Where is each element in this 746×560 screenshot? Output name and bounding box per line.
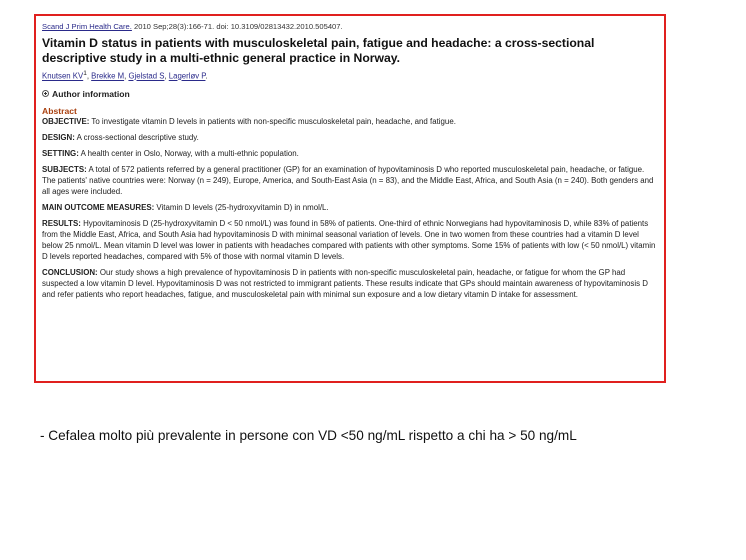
author-information-label: Author information bbox=[52, 88, 130, 99]
abstract-screenshot-frame bbox=[34, 14, 666, 383]
journal-link[interactable]: Scand J Prim Health Care. bbox=[42, 22, 132, 31]
author-link[interactable]: Brekke M bbox=[91, 71, 125, 81]
abstract-section-subjects bbox=[42, 164, 658, 197]
article-title: Vitamin D status in patients with musculoskeletal pain, fatigue and headache: a cross-sectional descriptive study in a multi-ethnic general practice in Norway. bbox=[42, 36, 595, 65]
author-link[interactable]: Lagerløv P bbox=[168, 71, 206, 81]
abstract-heading: Abstract bbox=[42, 105, 77, 116]
citation-details: 2010 Sep;28(3):166-71. doi: 10.3109/02813432.2010.505407. bbox=[131, 22, 343, 31]
section-text: Vitamin D levels (25-hydroxyvitamin D) in nmol/L. bbox=[154, 202, 329, 212]
plus-circle-icon[interactable] bbox=[42, 90, 49, 97]
section-text: A total of 572 patients referred by a general practitioner (GP) for an examination of hypovitaminosis D who reported musculoskeletal pain, headache, or fatigue. The patients' native countries were: Norway (n = 249), Europe, America, and South-East Asia (n = 83), and the Middle East, Africa, and South Asia (n = 240). Both genders and all ages were included. bbox=[42, 164, 654, 196]
section-text: Our study shows a high prevalence of hypovitaminosis D in patients with non-specific musculoskeletal pain, headache, or fatigue for whom the GP had suspected a low vitamin D level. Hypovitaminosis D was not restricted to immigrant patients. These results indicate that GPs should maintain awareness of hypovitaminosis D and refer patients who report headaches, fatigue, and musculoskeletal pain with minimal sun exposure and a low dietary vitamin D intake for assessment. bbox=[42, 267, 648, 299]
abstract-section-results bbox=[42, 218, 658, 262]
abstract-section-main-outcome bbox=[42, 202, 658, 213]
author-link[interactable]: Knutsen KV bbox=[42, 71, 84, 81]
abstract-section-design bbox=[42, 132, 658, 143]
author-affiliation-sup: 1 bbox=[83, 70, 87, 77]
section-label: CONCLUSION: bbox=[42, 267, 98, 277]
citation-line bbox=[42, 22, 658, 32]
author-separator: , bbox=[164, 71, 169, 81]
author-information-toggle[interactable] bbox=[42, 89, 658, 99]
author-separator: , bbox=[86, 71, 92, 81]
author-separator: , bbox=[124, 71, 129, 81]
abstract-section-objective bbox=[42, 116, 658, 127]
section-text: A health center in Oslo, Norway, with a multi-ethnic population. bbox=[78, 148, 299, 158]
section-label: SUBJECTS: bbox=[42, 164, 87, 174]
section-label: RESULTS: bbox=[42, 218, 81, 228]
section-label: SETTING: bbox=[42, 148, 79, 158]
section-text: A cross-sectional descriptive study. bbox=[74, 132, 199, 142]
author-list-end: . bbox=[205, 71, 208, 81]
slide-note: - Cefalea molto più prevalente in persone con VD <50 ng/mL rispetto a chi ha > 50 ng/mL bbox=[40, 428, 577, 443]
author-link[interactable]: Gjelstad S bbox=[128, 71, 165, 81]
abstract-section-setting bbox=[42, 148, 658, 159]
section-label: OBJECTIVE: bbox=[42, 116, 90, 126]
author-list bbox=[42, 69, 658, 82]
section-label: DESIGN: bbox=[42, 132, 75, 142]
abstract-section-conclusion bbox=[42, 267, 658, 300]
section-text: Hypovitaminosis D (25-hydroxyvitamin D < 50 nmol/L) was found in 58% of patients. One-third of ethnic Norwegians had hypovitaminosis D, while 83% of patients from the Middle East, Africa, and South Asia had hypovitaminosis D with minimal seasonal variation of levels. One in two women from these countries had a vitamin D level below 25 nmol/L. Mean vitamin D level was lower in patients with headaches compared with patients with other symptoms. Some 15% of patients with low (< 50 nmol/L) vitamin D levels reported headaches, compared with 5% of those with normal vitamin D levels. bbox=[42, 218, 656, 261]
article-record bbox=[42, 22, 658, 305]
section-label: MAIN OUTCOME MEASURES: bbox=[42, 202, 155, 212]
section-text: To investigate vitamin D levels in patients with non-specific musculoskeletal pain, headache, and fatigue. bbox=[89, 116, 456, 126]
